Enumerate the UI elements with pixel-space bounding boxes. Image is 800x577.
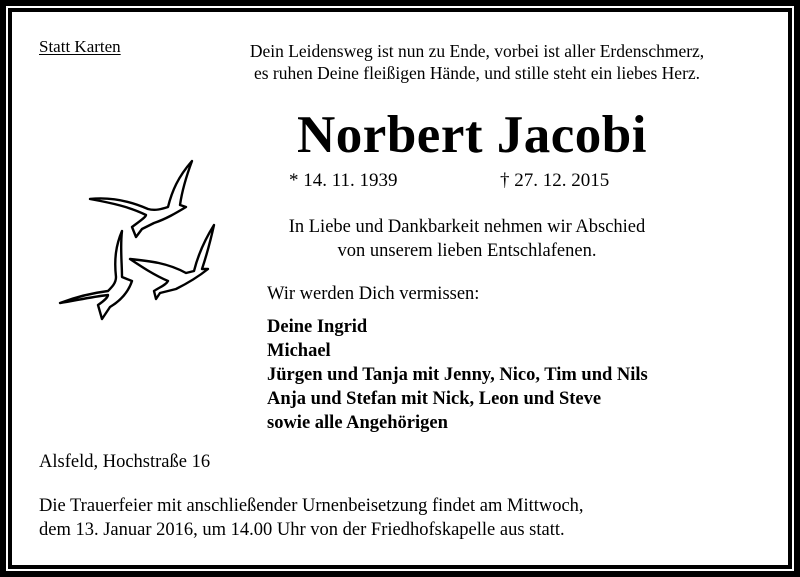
deceased-name: Norbert Jacobi — [297, 106, 647, 164]
death-date: † 27. 12. 2015 — [500, 170, 610, 191]
birth-date: * 14. 11. 1939 — [289, 170, 398, 191]
statt-karten-label: Statt Karten — [39, 37, 121, 56]
verse-line-2: es ruhen Deine fleißigen Hände, und stille steht ein liebes Herz. — [253, 63, 701, 83]
mourner: sowie alle Angehörigen — [267, 413, 448, 433]
mourners-list — [267, 315, 648, 435]
mourner: Anja und Stefan mit Nick, Leon und Steve — [267, 389, 602, 409]
farewell-line-2: von unserem lieben Entschlafenen. — [337, 241, 597, 261]
mourner: Deine Ingrid — [267, 317, 368, 337]
flying-birds-icon — [50, 147, 250, 347]
verse-line-1: Dein Leidensweg ist nun zu Ende, vorbei ist aller Erdenschmerz, — [249, 41, 705, 61]
service-line-1: Die Trauerfeier mit anschließender Urnenbeisetzung findet am Mittwoch, — [39, 496, 584, 516]
service-line-2: dem 13. Januar 2016, um 14.00 Uhr von der Friedhofskapelle aus statt. — [39, 520, 565, 540]
obituary-notice — [12, 12, 788, 565]
miss-line: Wir werden Dich vermissen: — [267, 284, 480, 304]
address: Alsfeld, Hochstraße 16 — [39, 452, 211, 472]
farewell-message — [252, 215, 682, 263]
mourner: Jürgen und Tanja mit Jenny, Nico, Tim und Nils — [267, 365, 648, 385]
farewell-line-1: In Liebe und Dankbarkeit nehmen wir Abschied — [288, 217, 646, 237]
memorial-verse — [182, 40, 772, 84]
mourner: Michael — [267, 341, 331, 361]
funeral-service-info — [39, 494, 584, 542]
